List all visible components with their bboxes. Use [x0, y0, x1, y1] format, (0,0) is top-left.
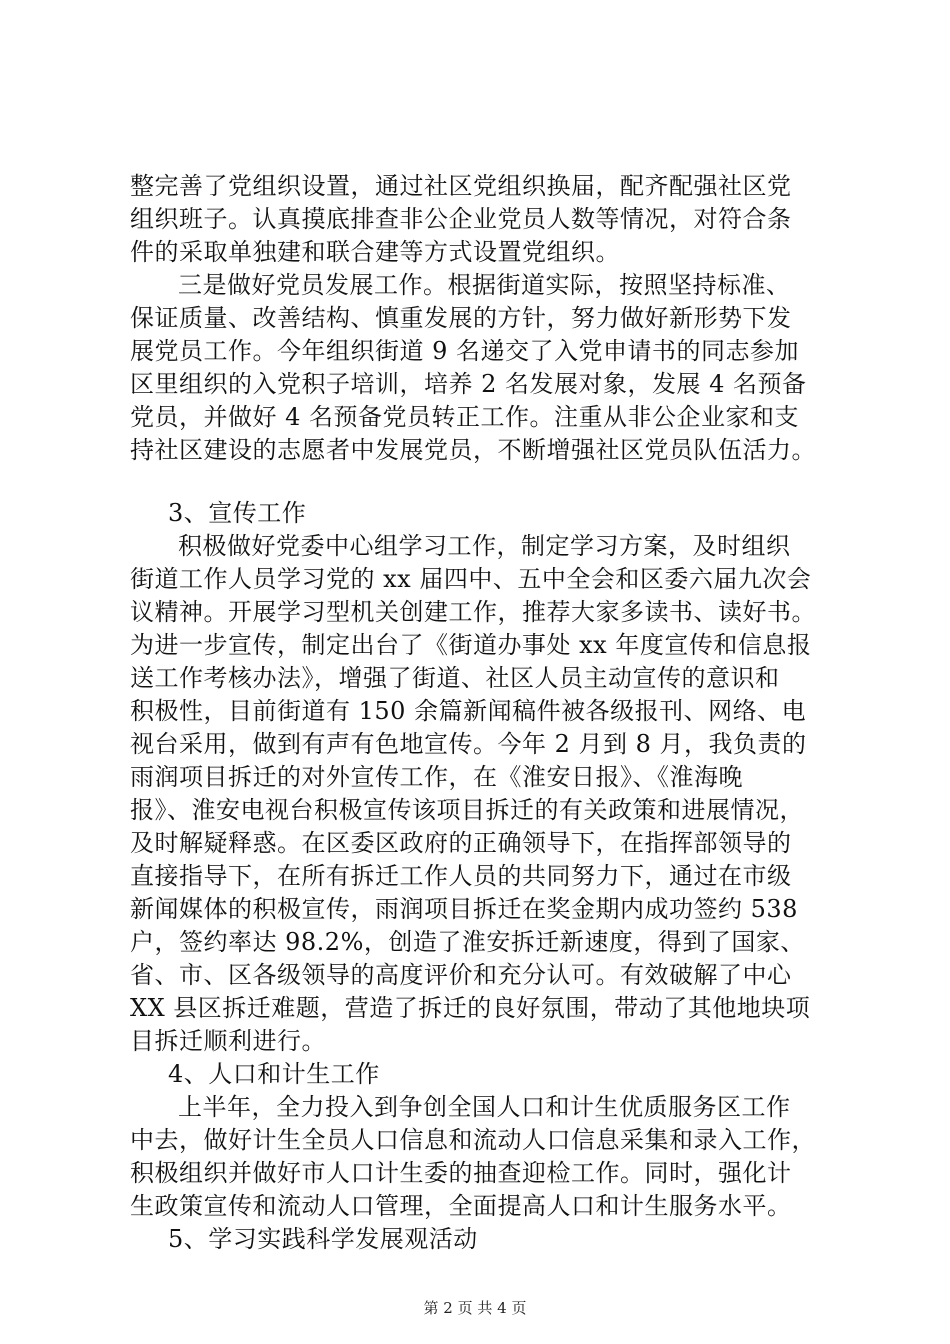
- page-number-footer: 第 2 页 共 4 页: [423, 1299, 527, 1317]
- paragraph-line: 目拆迁顺利进行。: [130, 1027, 326, 1055]
- section-heading: 3、宣传工作: [168, 499, 307, 527]
- paragraph-line: 生政策宣传和流动人口管理，全面提高人口和计生服务水平。: [130, 1192, 792, 1220]
- paragraph-line: 中去，做好计生全员人口信息和流动人口信息采集和录入工作，: [130, 1126, 816, 1154]
- paragraph-line: 为进一步宣传，制定出台了《街道办事处 xx 年度宣传和信息报: [130, 631, 812, 659]
- document-body: [130, 170, 830, 1256]
- paragraph-line: 积极做好党委中心组学习工作，制定学习方案，及时组织: [178, 532, 791, 560]
- paragraph-line: 送工作考核办法》，增强了街道、社区人员主动宣传的意识和: [130, 664, 780, 692]
- paragraph-line: 持社区建设的志愿者中发展党员，不断增强社区党员队伍活力。: [130, 436, 816, 464]
- paragraph-line: 整完善了党组织设置，通过社区党组织换届，配齐配强社区党: [130, 172, 792, 200]
- paragraph-line: XX 县区拆迁难题，营造了拆迁的良好氛围，带动了其他地块项: [130, 994, 811, 1022]
- paragraph-line: 积极组织并做好市人口计生委的抽查迎检工作。同时，强化计: [130, 1159, 792, 1187]
- paragraph-line: 组织班子。认真摸底排查非公企业党员人数等情况，对符合条: [130, 205, 792, 233]
- paragraph-line: 户，签约率达 98.2%，创造了淮安拆迁新速度，得到了国家、: [130, 928, 805, 956]
- section-heading: 4、人口和计生工作: [168, 1060, 380, 1088]
- paragraph-line: 直接指导下，在所有拆迁工作人员的共同努力下，通过在市级: [130, 862, 792, 890]
- paragraph-line: 展党员工作。今年组织街道 9 名递交了入党申请书的同志参加: [130, 337, 800, 365]
- paragraph-line: 街道工作人员学习党的 xx 届四中、五中全会和区委六届九次会: [130, 565, 812, 593]
- paragraph-line: 省、市、区各级领导的高度评价和充分认可。有效破解了中心: [130, 961, 792, 989]
- paragraph-line: 新闻媒体的积极宣传，雨润项目拆迁在奖金期内成功签约 538: [130, 895, 798, 923]
- paragraph-line: 议精神。开展学习型机关创建工作，推荐大家多读书、读好书。: [130, 598, 816, 626]
- paragraph-line: 积极性，目前街道有 150 余篇新闻稿件被各级报刊、网络、电: [130, 697, 807, 725]
- paragraph-line: 及时解疑释惑。在区委区政府的正确领导下，在指挥部领导的: [130, 829, 792, 857]
- paragraph-line: 报》、淮安电视台积极宣传该项目拆迁的有关政策和进展情况，: [130, 796, 804, 824]
- paragraph-line: 上半年，全力投入到争创全国人口和计生优质服务区工作: [178, 1093, 791, 1121]
- paragraph-line: 保证质量、改善结构、慎重发展的方针，努力做好新形势下发: [130, 304, 792, 332]
- paragraph-line: 三是做好党员发展工作。根据街道实际，按照坚持标准、: [178, 271, 791, 299]
- paragraph-line: 雨润项目拆迁的对外宣传工作，在《淮安日报》、《淮海晚: [130, 763, 743, 791]
- section-gap: [130, 467, 830, 497]
- section-heading: 5、学习实践科学发展观活动: [168, 1225, 478, 1253]
- paragraph-line: 视台采用，做到有声有色地宣传。今年 2 月到 8 月，我负责的: [130, 730, 807, 758]
- paragraph-line: 区里组织的入党积子培训，培养 2 名发展对象，发展 4 名预备: [130, 370, 807, 398]
- paragraph-line: 件的采取单独建和联合建等方式设置党组织。: [130, 238, 620, 266]
- paragraph-line: 党员，并做好 4 名预备党员转正工作。注重从非公企业家和支: [130, 403, 800, 431]
